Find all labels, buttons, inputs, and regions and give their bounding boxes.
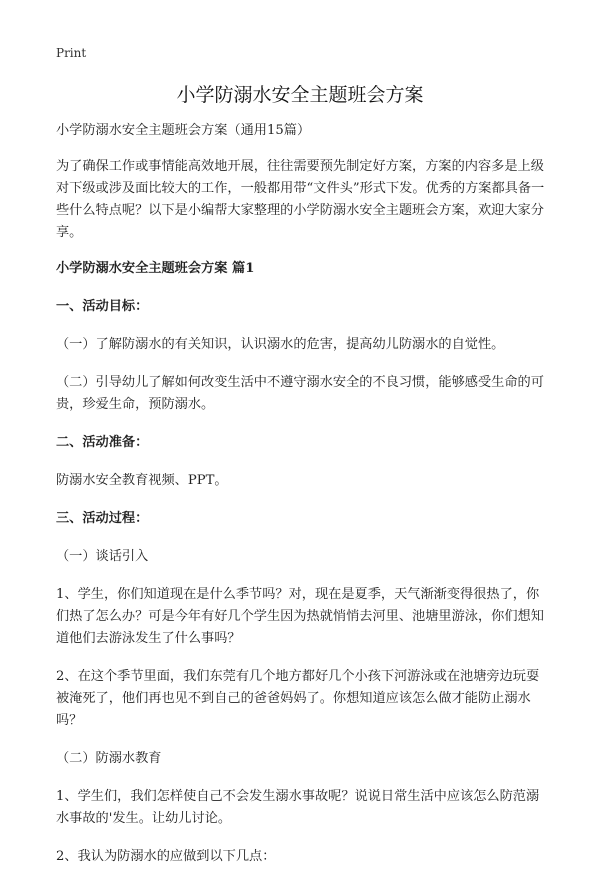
preparation-heading: 二、活动准备：	[56, 435, 149, 450]
process-heading: 三、活动过程：	[56, 511, 149, 526]
document-subtitle: 小学防溺水安全主题班会方案（通用15篇）	[56, 123, 311, 138]
process-step-1-paragraph-1: 1、学生，你们知道现在是什么季节吗？对，现在是夏季，天气渐渐变得很热了，你们热了怎么办？可是今年有好几个学生因为热就悄悄去河里、池塘里游泳，你们想知道他们去游泳发生了什么事吗？	[56, 587, 544, 646]
process-step-2-paragraph-2: 2、我认为防溺水的应做到以下几点：	[56, 849, 276, 864]
process-step-2-label: （二）防溺水教育	[56, 751, 162, 766]
process-step-1-label: （一）谈话引入	[56, 549, 149, 564]
section-heading: 小学防溺水安全主题班会方案 篇1	[56, 261, 255, 276]
page-title: 小学防溺水安全主题班会方案	[176, 84, 424, 106]
process-step-2-paragraph-1: 1、学生们，我们怎样使自己不会发生溺水事故呢？说说日常生活中应该怎么防范溺水事故的'发生。让幼儿讨论。	[56, 789, 540, 826]
goal-heading: 一、活动目标：	[56, 299, 149, 314]
goal-item-1: （一）了解防溺水的有关知识，认识溺水的危害，提高幼儿防溺水的自觉性。	[56, 337, 505, 352]
goal-item-2: （二）引导幼儿了解如何改变生活中不遵守溺水安全的不良习惯，能够感受生命的可贵，珍爱生命，预防溺水。	[56, 375, 544, 412]
print-link[interactable]: Print	[56, 46, 87, 60]
process-step-1-paragraph-2: 2、在这个季节里面，我们东莞有几个地方都好几个小孩下河游泳或在池塘旁边玩耍被淹死了，他们再也见不到自己的爸爸妈妈了。你想知道应该怎么做才能防止溺水吗？	[56, 669, 540, 728]
preparation-text: 防溺水安全教育视频、PPT。	[56, 473, 228, 488]
intro-paragraph: 为了确保工作或事情能高效地开展，往往需要预先制定好方案，方案的内容多是上级对下级或涉及面比较大的工作，一般都用带“文件头”形式下发。优秀的方案都具备一些什么特点呢？以下是小编帮大家整理的小学防溺水安全主题班会方案，欢迎大家分享。	[56, 159, 545, 240]
document-body	[56, 120, 546, 884]
